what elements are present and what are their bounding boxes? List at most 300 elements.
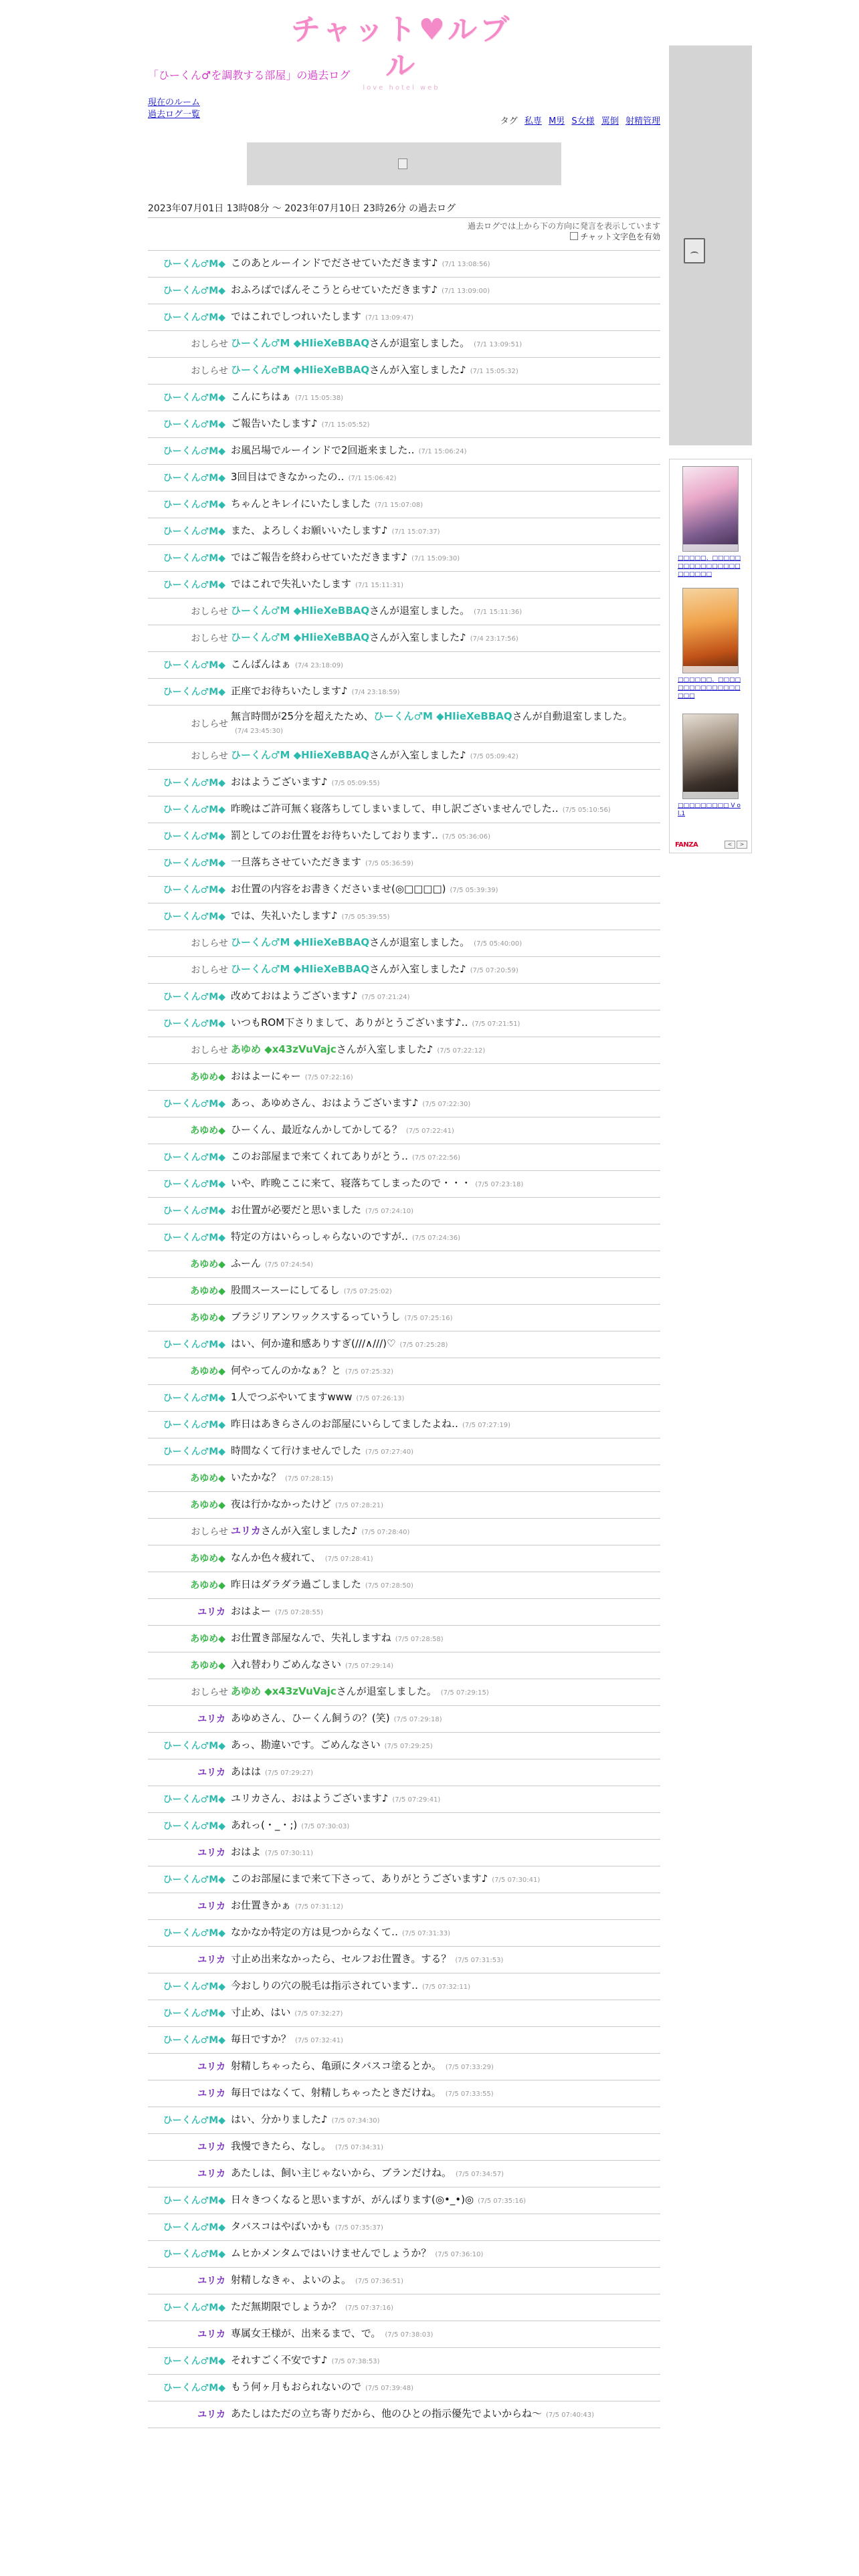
message-text xyxy=(231,936,660,951)
log-row xyxy=(148,331,660,358)
log-row xyxy=(148,278,660,304)
log-row xyxy=(148,1706,660,1733)
timestamp: (7/5 07:28:41) xyxy=(324,1555,373,1563)
message-text xyxy=(231,1792,660,1807)
timestamp: (7/5 07:32:41) xyxy=(295,2037,344,2044)
message-text xyxy=(231,283,660,298)
message-body: あたしはただの立ち寄りだから、他のひとの指示優先でよいからね〜 xyxy=(231,2407,543,2420)
message-body: お仕置き部屋なんで、失礼しますね xyxy=(231,1632,391,1644)
timestamp: (7/5 05:40:00) xyxy=(474,940,522,948)
timestamp: (7/5 05:09:55) xyxy=(331,780,380,787)
log-list-link[interactable]: 過去ログ一覧 xyxy=(148,110,201,120)
log-row xyxy=(148,2054,660,2080)
book-title[interactable]: □□□□□、□□□□□□□□□□□□□□□□□□□□□□ xyxy=(678,555,741,578)
timestamp: (7/1 15:11:36) xyxy=(474,609,522,616)
timestamp: (7/5 07:38:03) xyxy=(385,2331,434,2339)
message-body: 何やってんのかなぁ？と xyxy=(231,1364,342,1376)
speaker-name: ひーくん♂M◆ xyxy=(163,419,225,430)
message-body: はい、分かりました♪ xyxy=(231,2113,328,2125)
message-text xyxy=(231,2220,660,2235)
speaker-name: ユリカ xyxy=(197,1713,225,1725)
message-text xyxy=(231,1337,660,1352)
message-text xyxy=(231,1711,660,1727)
timestamp: (7/5 07:24:36) xyxy=(412,1235,461,1242)
log-row xyxy=(148,679,660,706)
log-row xyxy=(148,1385,660,1412)
speaker-name: ひーくん♂M◆ xyxy=(163,2302,225,2313)
message-text xyxy=(231,2273,660,2288)
log-row xyxy=(148,823,660,850)
site-logo[interactable] xyxy=(281,12,522,92)
speaker-name: ユリカ xyxy=(197,1847,225,1858)
speaker-name: ひーくん♂M◆ xyxy=(163,499,225,510)
log-row xyxy=(148,1037,660,1064)
tag-bar xyxy=(148,116,660,128)
message-text xyxy=(231,550,660,566)
timestamp: (7/1 15:09:30) xyxy=(411,555,460,562)
speaker-name: ひーくん♂M◆ xyxy=(163,552,225,564)
speaker-name: ひーくん♂M◆ xyxy=(163,1794,225,1805)
next-button[interactable]: > xyxy=(737,841,747,849)
message-text xyxy=(231,1471,660,1486)
speaker-name: ユリカ xyxy=(197,2275,225,2286)
message-body: 毎日ではなくて、射精しちゃったときだけね。 xyxy=(231,2086,442,2099)
message-body: あはは xyxy=(231,1765,262,1778)
log-row xyxy=(148,438,660,465)
speaker-name: ひーくん♂M◆ xyxy=(163,392,225,403)
timestamp: (7/5 05:39:55) xyxy=(341,914,390,921)
log-row xyxy=(148,599,660,625)
message-body: お仕置が必要だと思いました xyxy=(231,1204,362,1216)
notice-user-name: ひーくん♂M ◆HIieXeBBAQ xyxy=(231,605,370,617)
notice-label: おしらせ xyxy=(191,338,228,350)
message-body: 股間スースーにしてるし xyxy=(231,1284,340,1296)
notice-label: おしらせ xyxy=(191,964,228,976)
message-body: では、失礼いたします♪ xyxy=(231,909,338,922)
log-row xyxy=(148,1599,660,1626)
message-text xyxy=(231,1069,660,1085)
message-body: 一旦落ちさせていただきます xyxy=(231,856,362,868)
message-body: 射精しちゃったら、亀頭にタバスコ塗るとか。 xyxy=(231,2060,442,2072)
log-row xyxy=(148,1840,660,1866)
speaker-name: ひーくん♂M◆ xyxy=(163,526,225,537)
timestamp: (7/5 05:36:59) xyxy=(365,860,414,867)
message-body: さんが入室しました♪ xyxy=(369,364,466,376)
speaker-name: ひーくん♂M◆ xyxy=(163,1098,225,1109)
log-row xyxy=(148,492,660,518)
message-text xyxy=(231,684,660,700)
log-row xyxy=(148,1545,660,1572)
speaker-name: ひーくん♂M◆ xyxy=(163,2115,225,2126)
current-room-link[interactable]: 現在のルーム xyxy=(148,98,201,108)
speaker-name: ひーくん♂M◆ xyxy=(163,1874,225,1885)
timestamp: (7/5 07:31:33) xyxy=(402,1930,451,1937)
speaker-name: あゆめ◆ xyxy=(190,1312,225,1323)
timestamp: (7/1 15:11:31) xyxy=(355,582,404,589)
log-row xyxy=(148,2027,660,2054)
message-text xyxy=(231,657,660,673)
log-row xyxy=(148,1759,660,1786)
message-text xyxy=(231,577,660,593)
notice-user-name: ユリカ xyxy=(231,1525,261,1537)
fanza-logo[interactable]: FANZA xyxy=(675,841,698,849)
message-text xyxy=(231,1899,660,1914)
timestamp: (7/5 07:20:59) xyxy=(470,967,518,974)
timestamp: (7/5 05:36:06) xyxy=(442,833,491,841)
message-body: いたかな？ xyxy=(231,1471,282,1483)
timestamp: (7/4 23:45:30) xyxy=(235,728,283,735)
log-row xyxy=(148,1358,660,1385)
log-row xyxy=(148,2321,660,2348)
speaker-name: ひーくん♂M◆ xyxy=(163,2034,225,2046)
log-row xyxy=(148,850,660,877)
tag-label: タグ xyxy=(500,116,518,126)
log-row xyxy=(148,984,660,1010)
timestamp: (7/5 07:29:14) xyxy=(345,1662,394,1670)
timestamp: (7/5 07:28:55) xyxy=(275,1609,324,1616)
timestamp: (7/5 05:39:39) xyxy=(450,887,498,894)
speaker-name: あゆめ◆ xyxy=(190,1660,225,1671)
speaker-name: ひーくん♂M◆ xyxy=(163,1205,225,1216)
tag-link[interactable]: 罵倒 xyxy=(601,116,619,126)
speaker-name: ひーくん♂M◆ xyxy=(163,1927,225,1939)
speaker-name: ひーくん♂M◆ xyxy=(163,1446,225,1457)
log-row xyxy=(148,518,660,545)
log-row xyxy=(148,385,660,411)
timestamp: (7/5 07:29:15) xyxy=(440,1689,489,1697)
book-item[interactable] xyxy=(678,588,743,700)
log-row xyxy=(148,1920,660,1947)
notice-label: おしらせ xyxy=(191,1687,228,1698)
timestamp: (7/5 07:25:02) xyxy=(343,1288,392,1295)
log-row xyxy=(148,1519,660,1545)
tag-link[interactable]: M男 xyxy=(549,116,565,126)
message-body: 夜は行かなかったけど xyxy=(231,1498,332,1510)
log-row xyxy=(148,1572,660,1599)
book-title[interactable]: □□□□□□□□□ V ol.1 xyxy=(678,802,741,817)
timestamp: (7/5 07:39:48) xyxy=(365,2385,414,2392)
room-title: 「ひーくん♂を調教する部屋」の過去ログ xyxy=(148,69,351,82)
message-text xyxy=(231,417,660,432)
speaker-name: ユリカ xyxy=(197,2409,225,2420)
message-text xyxy=(231,1872,660,1887)
speaker-name: ひーくん♂M◆ xyxy=(163,1981,225,1992)
broken-image-icon xyxy=(398,158,407,169)
message-text xyxy=(231,1925,660,1941)
log-row xyxy=(148,1626,660,1652)
message-text xyxy=(231,1257,660,1272)
speaker-name: ひーくん♂M◆ xyxy=(163,991,225,1002)
message-text xyxy=(231,775,660,790)
message-text xyxy=(231,909,660,924)
timestamp: (7/1 13:09:51) xyxy=(474,341,522,348)
message-body: 寸止め出来なかったら、セルフお仕置き。する？ xyxy=(231,1953,452,1965)
message-body: 3回目はできなかったの‥ xyxy=(231,471,345,483)
speaker-name: ひーくん♂M◆ xyxy=(163,804,225,815)
message-text xyxy=(231,631,660,646)
message-body: なかなか特定の方は見つからなくて‥ xyxy=(231,1926,399,1938)
message-body: こんばんはぁ xyxy=(231,658,292,670)
message-body: お仕置の内容をお書きくださいませ(◎□□□□) xyxy=(231,883,446,895)
message-body: さんが退室しました。 xyxy=(369,605,470,617)
message-body: 専属女王様が、出来るまで、で。 xyxy=(231,2327,381,2339)
log-row xyxy=(148,1198,660,1224)
message-body: このお部屋まで来てくれてありがとう‥ xyxy=(231,1150,409,1162)
message-text xyxy=(231,1230,660,1245)
message-body: おはよ xyxy=(231,1846,262,1858)
timestamp: (7/5 07:38:53) xyxy=(331,2358,380,2365)
message-text xyxy=(231,1845,660,1860)
message-body: ご報告いたします♪ xyxy=(231,417,318,429)
message-text xyxy=(231,2166,660,2181)
speaker-name: ひーくん♂M◆ xyxy=(163,1018,225,1029)
side-ad-banner[interactable] xyxy=(669,45,752,445)
message-text xyxy=(231,604,660,619)
speaker-name: ひーくん♂M◆ xyxy=(163,285,225,296)
speaker-name: ひーくん♂M◆ xyxy=(163,579,225,591)
timestamp: (7/5 07:33:55) xyxy=(445,2090,494,2098)
log-row xyxy=(148,770,660,796)
message-text xyxy=(231,2300,660,2315)
log-row xyxy=(148,1412,660,1438)
timestamp: (7/5 07:21:51) xyxy=(472,1021,520,1028)
timestamp: (7/5 07:28:50) xyxy=(365,1582,413,1590)
message-body: いや、昨晩ここに来て、寝落ちてしまったので・・・ xyxy=(231,1177,472,1189)
log-row xyxy=(148,358,660,385)
message-body: 射精しなきゃ、よいのよ。 xyxy=(231,2274,352,2286)
notice-user-name: ひーくん♂M ◆HIieXeBBAQ xyxy=(231,364,370,376)
timestamp: (7/4 23:18:59) xyxy=(351,689,400,696)
message-body: あっ、勘違いです。ごめんなさい xyxy=(231,1739,381,1751)
log-row xyxy=(148,796,660,823)
message-body: 昨日はダラダラ過ごしました xyxy=(231,1578,361,1590)
timestamp: (7/5 07:25:32) xyxy=(345,1368,394,1376)
notice-prefix: 無言時間が25分を超えたため、 xyxy=(231,710,374,722)
log-row xyxy=(148,706,660,743)
message-text xyxy=(231,363,660,379)
message-body: それすごく不安です♪ xyxy=(231,2354,328,2366)
message-text xyxy=(231,1818,660,1834)
log-row xyxy=(148,1064,660,1091)
message-body: さんが入室しました♪ xyxy=(260,1525,358,1537)
message-body: このあとルーインドでださせていただきます♪ xyxy=(231,257,438,269)
speaker-name: あゆめ◆ xyxy=(190,1259,225,1270)
log-row xyxy=(148,1652,660,1679)
speaker-name: ひーくん♂M◆ xyxy=(163,2382,225,2393)
timestamp: (7/5 07:25:16) xyxy=(404,1315,453,1322)
book-item[interactable] xyxy=(678,714,743,818)
timestamp: (7/5 07:22:16) xyxy=(304,1074,353,1081)
timestamp: (7/1 15:06:42) xyxy=(348,475,397,482)
log-row xyxy=(148,1171,660,1198)
message-body: 罰としてのお仕置をお待ちいたしております‥ xyxy=(231,829,439,841)
message-text xyxy=(231,2327,660,2342)
book-title[interactable]: □□□□□□、□□□□□□□□□□□□□□□□□□ xyxy=(678,677,741,700)
notice-user-name: ひーくん♂M ◆HIieXeBBAQ xyxy=(231,936,370,948)
speaker-name: あゆめ◆ xyxy=(190,1125,225,1136)
speaker-name: ユリカ xyxy=(197,1901,225,1912)
timestamp: (7/1 15:07:37) xyxy=(391,528,440,536)
log-row xyxy=(148,1947,660,1973)
message-body: 1人でつぶやいてますwww xyxy=(231,1391,353,1403)
timestamp: (7/5 07:22:56) xyxy=(412,1154,461,1162)
timestamp: (7/1 13:09:47) xyxy=(365,314,414,322)
log-row xyxy=(148,903,660,930)
banner-ad[interactable] xyxy=(247,142,561,185)
message-body: さんが退室しました。 xyxy=(369,337,470,349)
message-body: お風呂場でルーインドで2回逝来ました‥ xyxy=(231,444,415,456)
timestamp: (7/5 07:35:16) xyxy=(478,2197,527,2205)
speaker-name: ひーくん♂M◆ xyxy=(163,258,225,270)
message-text xyxy=(231,443,660,459)
speaker-name: ユリカ xyxy=(197,1767,225,1778)
chat-color-label: チャット文字色を有効 xyxy=(580,232,660,241)
speaker-name: ひーくん♂M◆ xyxy=(163,2222,225,2233)
speaker-name: ひーくん♂M◆ xyxy=(163,472,225,484)
timestamp: (7/5 07:21:24) xyxy=(361,994,410,1001)
message-text xyxy=(231,962,660,978)
message-text xyxy=(231,1444,660,1459)
timestamp: (7/1 13:08:56) xyxy=(442,261,490,268)
book-cover[interactable] xyxy=(682,466,739,552)
tag-link[interactable]: 私専 xyxy=(524,116,542,126)
message-text xyxy=(231,1685,660,1700)
log-row xyxy=(148,1893,660,1920)
log-period: 2023年07月01日 13時08分 〜 2023年07月10日 23時26分 の過去ログ xyxy=(148,203,660,218)
message-body: タバスコはやばいかも xyxy=(231,2220,331,2232)
timestamp: (7/5 07:25:28) xyxy=(399,1341,448,1349)
speaker-name: あゆめ◆ xyxy=(190,1580,225,1591)
message-body: ただ無期限でしょうか？ xyxy=(231,2300,342,2313)
notice-label: おしらせ xyxy=(191,1526,228,1537)
message-text xyxy=(231,1417,660,1432)
log-row xyxy=(148,1117,660,1144)
notice-label: おしらせ xyxy=(191,938,228,949)
timestamp: (7/5 07:27:19) xyxy=(462,1422,511,1429)
speaker-name: ひーくん♂M◆ xyxy=(163,2008,225,2019)
tag-link[interactable]: 射精管理 xyxy=(625,116,660,126)
log-row xyxy=(148,2268,660,2294)
message-body: さんが入室しました♪ xyxy=(336,1043,434,1055)
notice-user-name: ひーくん♂M ◆HIieXeBBAQ xyxy=(231,337,370,349)
message-text xyxy=(231,2380,660,2395)
timestamp: (7/5 07:30:03) xyxy=(301,1823,350,1830)
speaker-name: あゆめ◆ xyxy=(190,1285,225,1297)
chat-color-option[interactable] xyxy=(148,231,660,242)
message-body: ではこれでしつれいたします xyxy=(231,310,362,322)
speaker-name: ひーくん♂M◆ xyxy=(163,1419,225,1430)
speaker-name: あゆめ◆ xyxy=(190,1071,225,1083)
message-text xyxy=(231,310,660,325)
log-row xyxy=(148,957,660,984)
book-cover[interactable] xyxy=(682,588,739,673)
log-row xyxy=(148,2134,660,2161)
message-text xyxy=(231,1123,660,1138)
message-text xyxy=(231,524,660,539)
log-row xyxy=(148,2375,660,2401)
message-text xyxy=(231,1979,660,1994)
log-row xyxy=(148,572,660,599)
message-body: なんか色々疲れて、 xyxy=(231,1551,321,1564)
timestamp: (7/5 07:24:54) xyxy=(265,1261,314,1269)
message-text xyxy=(231,1150,660,1165)
speaker-name: ひーくん♂M◆ xyxy=(163,686,225,697)
message-text xyxy=(231,2059,660,2074)
message-text xyxy=(231,1497,660,1513)
message-body: おはようございます♪ xyxy=(231,776,328,788)
message-text xyxy=(231,748,660,764)
prev-button[interactable]: < xyxy=(725,841,735,849)
timestamp: (7/5 07:32:27) xyxy=(294,2010,343,2018)
message-body: ユリカさん、おはようございます♪ xyxy=(231,1792,389,1804)
log-row xyxy=(148,1465,660,1492)
message-body: さんが自動退室しました。 xyxy=(512,710,633,722)
log-row xyxy=(148,743,660,770)
message-text xyxy=(231,256,660,272)
timestamp: (7/5 07:34:31) xyxy=(335,2144,384,2151)
log-row xyxy=(148,1973,660,2000)
timestamp: (7/1 13:09:00) xyxy=(442,288,490,295)
log-row xyxy=(148,1813,660,1840)
message-body: はい、何か違和感ありすぎ(///∧///)♡ xyxy=(231,1337,396,1350)
message-body: 入れ替わりごめんなさい xyxy=(231,1658,342,1671)
notice-label: おしらせ xyxy=(191,365,228,377)
message-body: おはよーにゃー xyxy=(231,1070,301,1082)
message-body: さんが退室しました。 xyxy=(336,1685,437,1697)
tag-link[interactable]: S女様 xyxy=(571,116,595,126)
book-item[interactable] xyxy=(678,466,743,578)
timestamp: (7/5 07:26:13) xyxy=(356,1395,405,1402)
timestamp: (7/5 07:34:30) xyxy=(331,2117,380,2125)
speaker-name: ユリカ xyxy=(197,2329,225,2340)
message-body: おふろばでぱんそこうとらせていただきます♪ xyxy=(231,284,438,296)
speaker-name: ユリカ xyxy=(197,1606,225,1618)
message-body: あたしは、飼い主じゃないから、ブランだけね。 xyxy=(231,2167,452,2179)
book-cover[interactable] xyxy=(682,714,739,799)
timestamp: (7/1 15:07:08) xyxy=(375,502,423,509)
speaker-name: ひーくん♂M◆ xyxy=(163,2195,225,2206)
chat-color-checkbox[interactable] xyxy=(570,232,578,240)
timestamp: (7/5 07:40:43) xyxy=(546,2411,595,2419)
message-text xyxy=(231,2006,660,2021)
log-row xyxy=(148,411,660,438)
timestamp: (7/4 23:18:09) xyxy=(295,662,344,669)
speaker-name: ひーくん♂M◆ xyxy=(163,1339,225,1350)
timestamp: (7/5 07:36:10) xyxy=(435,2251,484,2258)
log-row xyxy=(148,545,660,572)
message-body: さんが入室しました♪ xyxy=(369,749,466,761)
speaker-name: ひーくん♂M◆ xyxy=(163,445,225,457)
log-row xyxy=(148,625,660,652)
speaker-name: ひーくん♂M◆ xyxy=(163,2248,225,2260)
message-text xyxy=(231,855,660,871)
timestamp: (7/5 07:22:12) xyxy=(437,1047,486,1055)
message-text xyxy=(231,882,660,897)
message-body: ちゃんとキレイにいたしました xyxy=(231,498,371,510)
message-body: 昨晩はご許可無く寝落ちしてしまいまして、申し訳ございませんでした‥ xyxy=(231,802,559,815)
message-text xyxy=(231,1738,660,1753)
speaker-name: ユリカ xyxy=(197,2141,225,2153)
log-row xyxy=(148,2348,660,2375)
message-text xyxy=(231,2246,660,2262)
timestamp: (7/5 07:28:15) xyxy=(285,1475,334,1483)
timestamp: (7/5 07:36:51) xyxy=(355,2278,404,2285)
log-row xyxy=(148,930,660,957)
timestamp: (7/5 07:30:41) xyxy=(492,1876,541,1884)
speaker-name: ひーくん♂M◆ xyxy=(163,1178,225,1190)
speaker-name: あゆめ◆ xyxy=(190,1633,225,1644)
timestamp: (7/5 07:34:57) xyxy=(456,2171,504,2178)
